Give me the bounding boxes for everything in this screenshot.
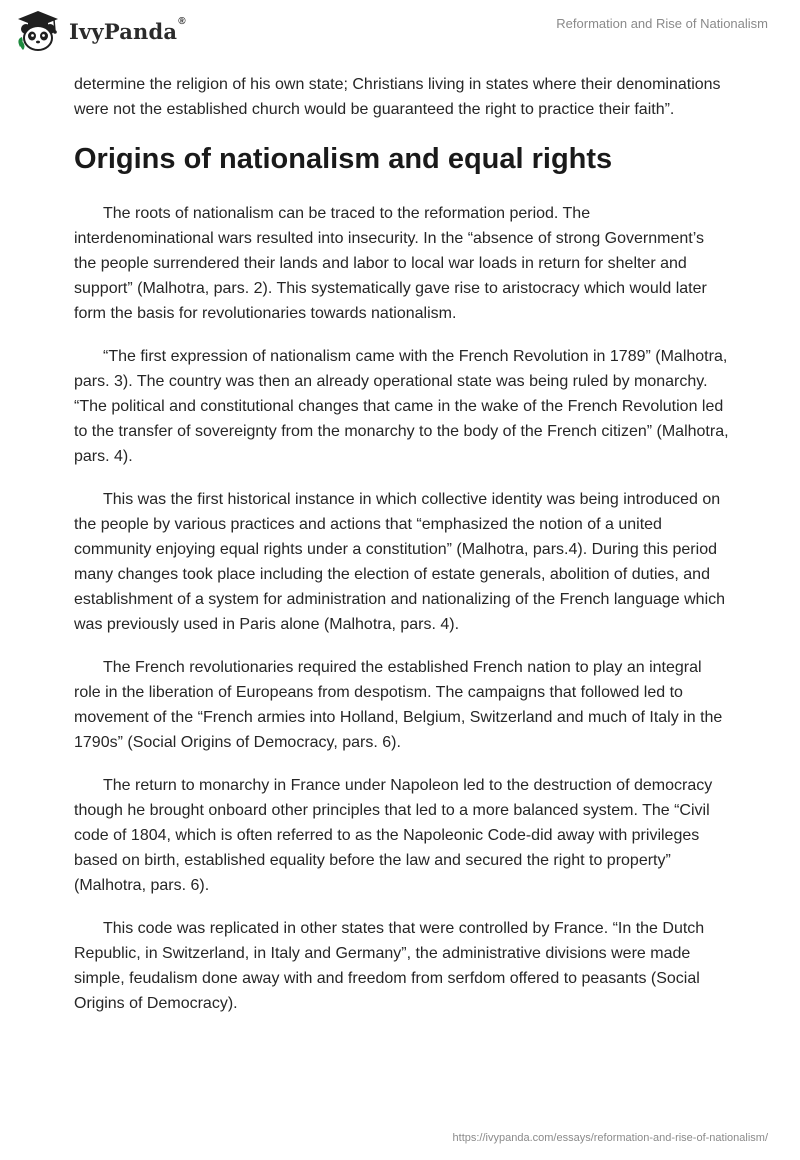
page-header [0, 0, 800, 66]
paragraph-6: This code was replicated in other states that were controlled by France. “In the Dutch Republic, in Switzerland, in Italy and Germany”, the administrative divisions were made simple, feudalism done away with and freedom from serfdom offered to peasants (Social Origins of Democracy). [74, 920, 705, 1012]
document-title: Reformation and Rise of Nationalism [556, 16, 768, 31]
section-heading: Origins of nationalism and equal rights [74, 143, 613, 175]
logo-text: IvyPanda® [69, 15, 186, 44]
continued-paragraph: determine the religion of his own state; Christians living in states where their denominations were not the established church would be guaranteed the right to practice their faith”. [74, 76, 721, 118]
ivypanda-logo[interactable] [14, 9, 186, 53]
source-url[interactable]: https://ivypanda.com/essays/reformation-and-rise-of-nationalism/ [452, 1132, 768, 1144]
panda-graduate-icon [14, 9, 62, 53]
paragraph-2: “The first expression of nationalism came with the French Revolution in 1789” (Malhotra, pars. 3). The country was then an already operational state was being ruled by monarchy. “The political and constitutional changes that came in the wake of the French Revolution led to the transfer of sovereignty from the monarchy to the body of the French citizen” (Malhotra, pars. 4). [74, 348, 729, 465]
paragraph-4: The French revolutionaries required the established French nation to play an integral role in the liberation of Europeans from despotism. The campaigns that followed led to movement of the “French armies into Holland, Belgium, Switzerland and much of Italy in the 1790s” (Social Origins of Democracy, pars. 6). [74, 659, 723, 751]
essay-content [74, 72, 730, 1034]
registered-mark: ® [178, 15, 186, 27]
paragraph-1: The roots of nationalism can be traced to the reformation period. The interdenominational wars resulted into insecurity. In the “absence of strong Government’s the people surrendered their lands and labor to local war loads in return for shelter and support” (Malhotra, pars. 2). This systematically gave rise to aristocracy which would later form the basis for revolutionaries towards nationalism. [74, 205, 707, 322]
paragraph-3: This was the first historical instance in which collective identity was being introduced on the people by various practices and actions that “emphasized the notion of a united community enjoying equal rights under a constitution” (Malhotra, pars.4). During this period many changes took place including the election of estate generals, abolition of duties, and establishment of a system for administration and nationalizing of the French language which was previously used in Paris alone (Malhotra, pars. 4). [74, 491, 726, 633]
paragraph-5: The return to monarchy in France under Napoleon led to the destruction of democracy though he brought onboard other principles that led to a more balanced system. The “Civil code of 1804, which is often referred to as the Napoleonic Code-did away with privileges based on birth, established equality before the law and secured the right to property” (Malhotra, pars. 6). [74, 777, 713, 894]
